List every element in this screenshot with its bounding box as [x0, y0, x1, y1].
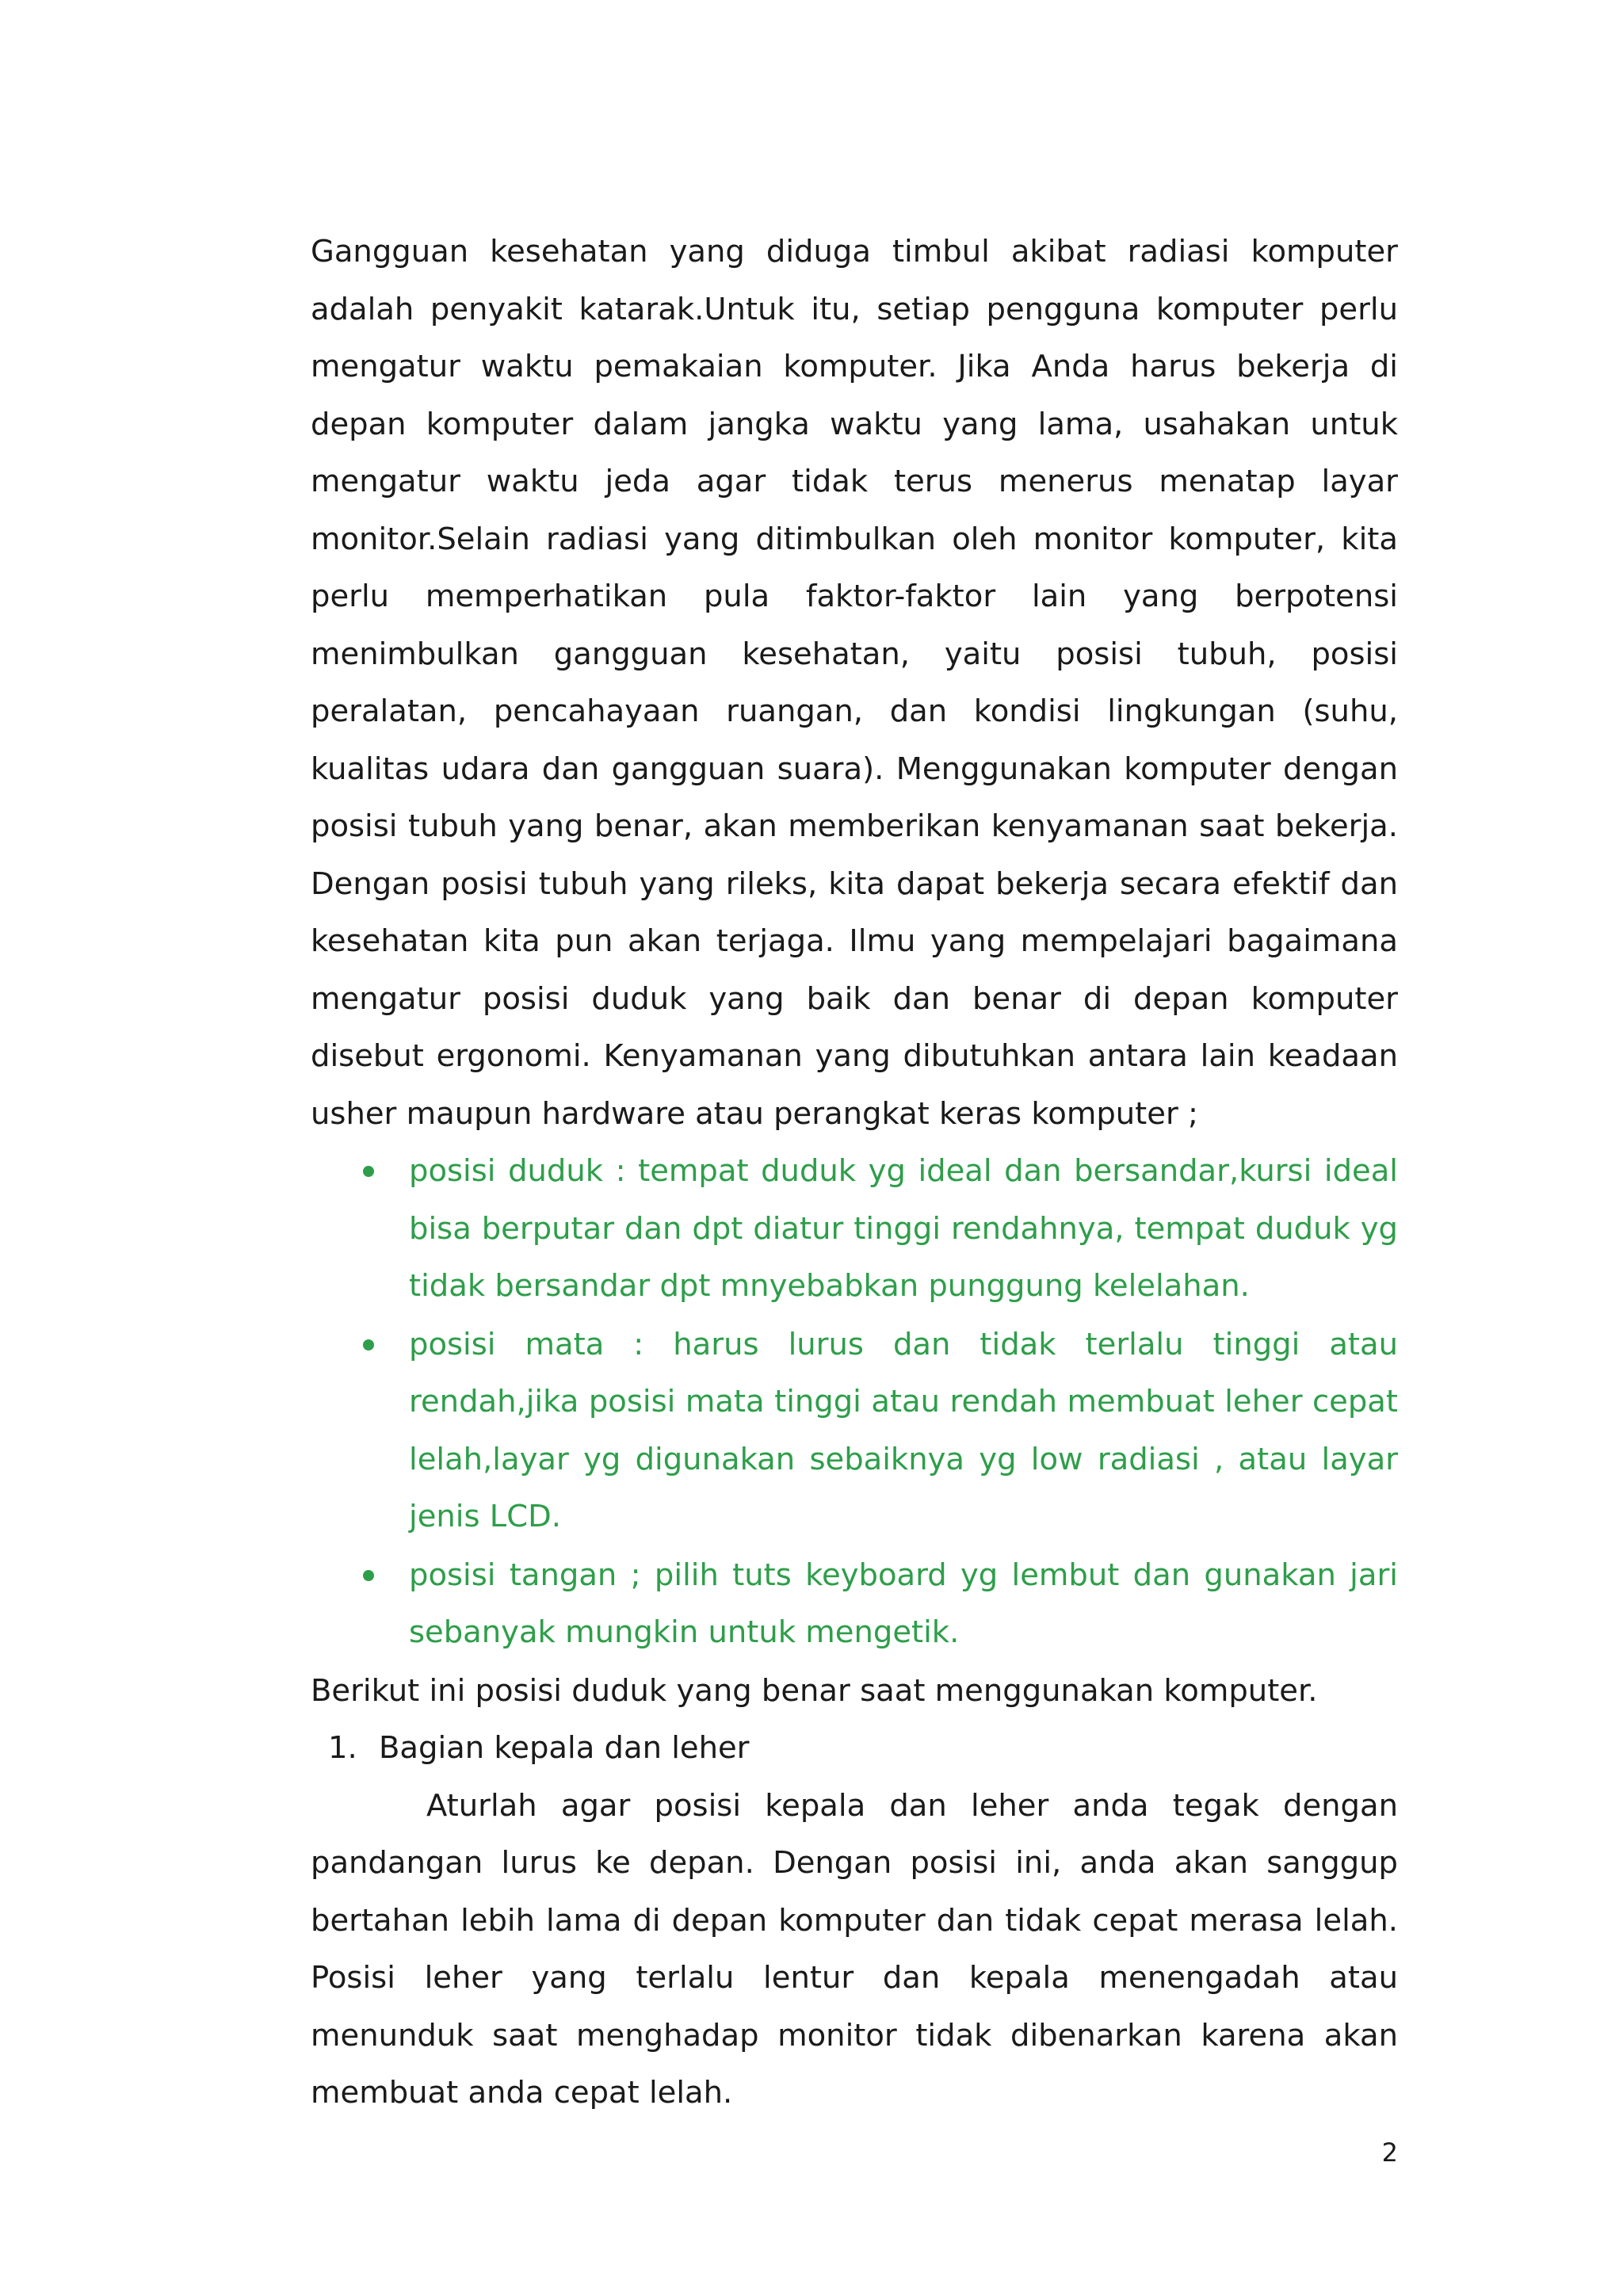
bullet-item-posisi-mata [311, 1316, 1398, 1546]
ergonomics-bullet-list [311, 1143, 1398, 1662]
numbered-heading [311, 1720, 1398, 1778]
bullet-dot-icon [363, 1339, 374, 1350]
list-number: 1. [328, 1730, 357, 1766]
intro-paragraph: Gangguan kesehatan yang diduga timbul akibat radiasi komputer adalah penyakit katarak.Untuk itu, setiap pengguna komputer perlu mengatur waktu pemakaian komputer. Jika Anda harus bekerja di depan komputer dalam jangka waktu yang lama, usahakan untuk mengatur waktu jeda agar tidak terus menerus menatap layar monitor.Selain radiasi yang ditimbulkan oleh monitor komputer, kita perlu memperhatikan pula faktor-faktor lain yang berpotensi menimbulkan gangguan kesehatan, yaitu posisi tubuh, posisi peralatan, pencahayaan ruangan, dan kondisi lingkungan (suhu, kualitas udara dan gangguan suara). Menggunakan komputer dengan posisi tubuh yang benar, akan memberikan kenyamanan saat bekerja. Dengan posisi tubuh yang rileks, kita dapat bekerja secara efektif dan kesehatan kita pun akan terjaga. Ilmu yang mempelajari bagaimana mengatur posisi duduk yang baik dan benar di depan komputer disebut ergonomi. Kenyamanan yang dibutuhkan antara lain keadaan usher maupun hardware atau perangkat keras komputer ; [311, 234, 1398, 1132]
bullet-text: posisi mata : harus lurus dan tidak terlalu tinggi atau rendah,jika posisi mata tinggi atau rendah membuat leher cepat lelah,layar yg digunakan sebaiknya yg low radiasi , atau layar jenis LCD. [409, 1326, 1398, 1534]
bullet-text: posisi tangan ; pilih tuts keyboard yg lembut dan gunakan jari sebanyak mungkin untuk mengetik. [409, 1557, 1398, 1650]
bullet-dot-icon [363, 1570, 374, 1581]
lead-in-sentence: Berikut ini posisi duduk yang benar saat menggunakan komputer. [311, 1672, 1318, 1709]
numbered-heading-label: Bagian kepala dan leher [379, 1730, 750, 1766]
section-paragraph: Aturlah agar posisi kepala dan leher anda tegak dengan pandangan lurus ke depan. Dengan posisi ini, anda akan sanggup bertahan lebih lama di depan komputer dan tidak cepat merasa lelah. Posisi leher yang terlalu lentur dan kepala menengadah atau menunduk saat menghadap monitor tidak dibenarkan karena akan membuat anda cepat lelah. [311, 1787, 1398, 2111]
page-content [311, 223, 1398, 2122]
bullet-dot-icon [363, 1166, 374, 1177]
bullet-item-posisi-duduk [311, 1143, 1398, 1316]
bullet-text: posisi duduk : tempat duduk yg ideal dan bersandar,kursi ideal bisa berputar dan dpt diatur tinggi rendahnya, tempat duduk yg tidak bersandar dpt mnyebabkan punggung kelelahan. [409, 1153, 1398, 1304]
page-number: 2 [1381, 2137, 1398, 2168]
bullet-item-posisi-tangan [311, 1547, 1398, 1662]
